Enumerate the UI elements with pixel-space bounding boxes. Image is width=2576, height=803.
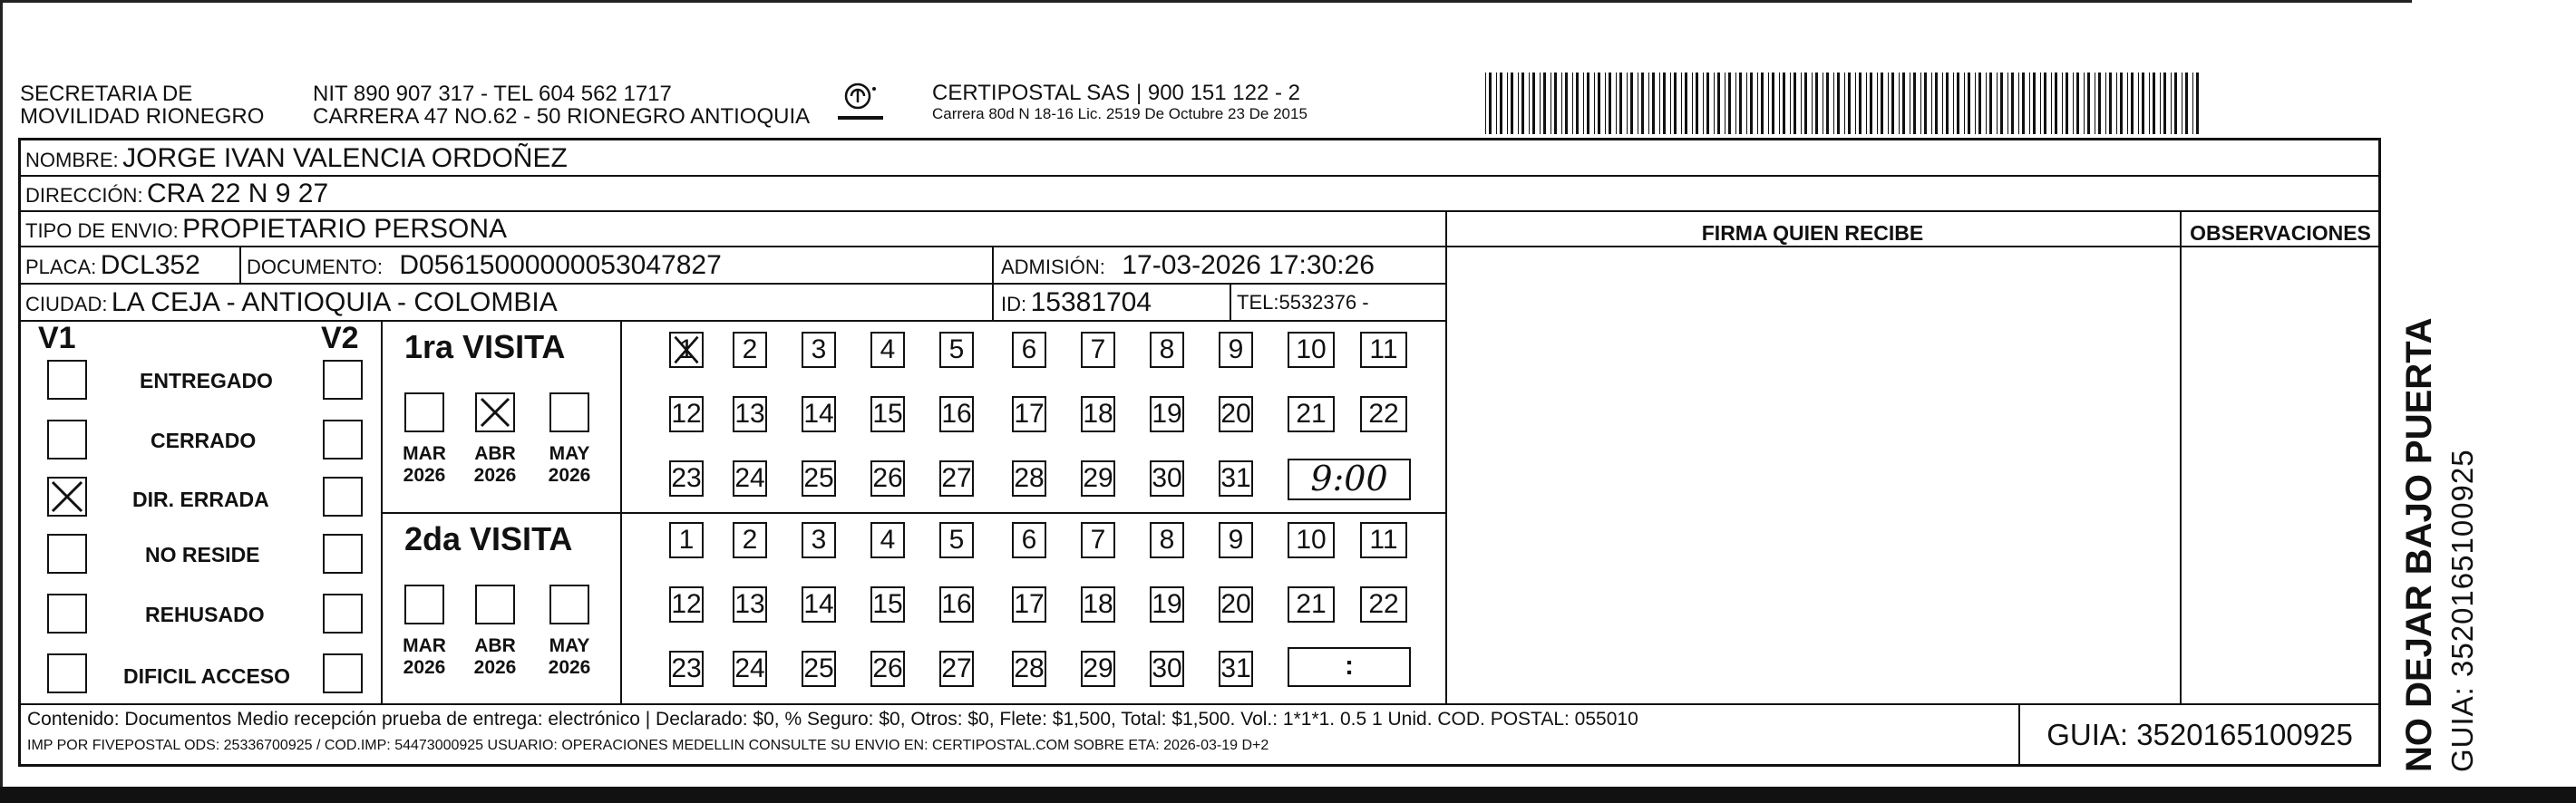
visita2-day-2-10[interactable]: 21 <box>1288 586 1335 623</box>
barcode-bar <box>1652 73 1655 134</box>
documento-field <box>247 250 722 285</box>
status-label-no-reside: NO RESIDE <box>145 543 260 566</box>
visita2-day-1-6[interactable]: 6 <box>1012 522 1046 558</box>
barcode-bar <box>1674 73 1677 134</box>
col-divider <box>620 320 622 703</box>
barcode-bar <box>2044 73 2046 134</box>
visita2-day-3-1[interactable]: 23 <box>669 651 704 687</box>
barcode-bar <box>1881 73 1883 134</box>
visita2-day-2-3[interactable]: 14 <box>802 586 836 623</box>
barcode-bar <box>1870 73 1872 134</box>
barcode-bar <box>1815 73 1818 134</box>
barcode-bar <box>1554 73 1557 134</box>
visita1-day-2-1[interactable]: 12 <box>669 396 704 432</box>
barcode-bar <box>1812 73 1813 134</box>
barcode-bar <box>1518 73 1519 134</box>
barcode-bar <box>1848 73 1851 134</box>
barcode-bar <box>2149 73 2150 134</box>
col-divider <box>381 320 383 703</box>
visita1-month-mar-checkbox[interactable] <box>404 392 444 432</box>
id-field <box>1001 287 1152 323</box>
visita1-day-2-3[interactable]: 14 <box>802 396 836 432</box>
visita1-month-abr-checkbox[interactable] <box>475 392 515 432</box>
visita2-day-2-4[interactable]: 15 <box>870 586 905 623</box>
footer-guia: GUIA: 3520165100925 <box>2046 718 2353 751</box>
barcode-bar <box>1572 73 1573 134</box>
barcode-bar <box>1496 73 1497 134</box>
barcode-bar <box>1783 73 1785 134</box>
x-mark-icon <box>477 394 513 431</box>
barcode-bar <box>1975 73 1976 134</box>
tipo-envio-field <box>25 214 507 249</box>
barcode-bar <box>1703 73 1704 134</box>
barcode-bar <box>1532 73 1535 134</box>
tipo-envio-value: PROPIETARIO PERSONA <box>182 214 508 244</box>
barcode-bar <box>1681 73 1682 134</box>
visita1-day-2-4[interactable]: 15 <box>870 396 905 432</box>
barcode-bar <box>1989 73 1992 134</box>
nombre-field <box>25 143 568 179</box>
nit-line: NIT 890 907 317 - TEL 604 562 1717 <box>313 82 672 106</box>
visita2-day-1-9[interactable]: 9 <box>1219 522 1253 558</box>
month-year: 2026 <box>473 465 517 486</box>
visita2-day-2-5[interactable]: 16 <box>939 586 974 623</box>
barcode-bar <box>2116 73 2117 134</box>
barcode-bar <box>1670 73 1671 134</box>
visita1-day-2-2[interactable]: 13 <box>733 396 767 432</box>
barcode-bar <box>2051 73 2052 134</box>
visita1-day-2-10[interactable]: 21 <box>1288 396 1335 432</box>
visita2-month-mar-label <box>397 635 452 679</box>
v2-dificil-acceso-checkbox[interactable] <box>323 653 363 693</box>
barcode-bar <box>1942 73 1943 134</box>
visita1-day-1-2[interactable]: 2 <box>733 332 767 368</box>
barcode-bar <box>2131 73 2134 134</box>
v2-dir-errada-checkbox[interactable] <box>323 477 363 517</box>
v1-header: V1 <box>38 321 76 355</box>
courier-address: Carrera 80d N 18-16 Lic. 2519 De Octubre 23 De 2015 <box>932 105 1307 122</box>
barcode-bar <box>1630 73 1633 134</box>
barcode-bar <box>2196 73 2199 134</box>
barcode-bar <box>1888 73 1889 134</box>
visita2-day-1-1[interactable]: 1 <box>669 522 704 558</box>
visita2-day-1-2[interactable]: 2 <box>733 522 767 558</box>
barcode-bar <box>1717 73 1720 134</box>
visita1-day-3-9[interactable]: 31 <box>1219 460 1253 497</box>
barcode-bar <box>1793 73 1796 134</box>
barcode-bar <box>1931 73 1932 134</box>
visita2-day-3-5[interactable]: 27 <box>939 651 974 687</box>
visita1-day-2-11[interactable]: 22 <box>1360 396 1407 432</box>
visita1-day-1-11[interactable]: 11 <box>1360 332 1407 368</box>
barcode-bar <box>2098 73 2101 134</box>
barcode-bar <box>1772 73 1774 134</box>
barcode-bar <box>1587 73 1589 134</box>
barcode-bar <box>1696 73 1698 134</box>
barcode-bar <box>1953 73 1954 134</box>
visita2-day-2-1[interactable]: 12 <box>669 586 704 623</box>
barcode-bar <box>1968 73 1970 134</box>
barcode-bar <box>1576 73 1579 134</box>
barcode-bar <box>1511 73 1513 134</box>
barcode-bar <box>2127 73 2128 134</box>
visita2-day-3-6[interactable]: 28 <box>1012 651 1046 687</box>
visita1-day-2-7[interactable]: 18 <box>1081 396 1115 432</box>
barcode-bar <box>2000 73 2003 134</box>
left-border <box>0 0 3 788</box>
barcode-bar <box>1997 73 1998 134</box>
side-warning: NO DEJAR BAJO PUERTA <box>2399 317 2439 772</box>
barcode-bar <box>1735 73 1736 134</box>
visita2-month-mar-checkbox[interactable] <box>404 585 444 624</box>
visita1-day-1-9[interactable]: 9 <box>1219 332 1253 368</box>
v2-entregado-checkbox[interactable] <box>323 360 363 400</box>
barcode-bar <box>1986 73 1987 134</box>
barcode-bar <box>1583 73 1584 134</box>
barcode-bar <box>2138 73 2139 134</box>
visita1-day-3-3[interactable]: 25 <box>802 460 836 497</box>
barcode-bar <box>2040 73 2041 134</box>
visit-divider <box>381 512 1445 514</box>
visita1-day-2-8[interactable]: 19 <box>1150 396 1184 432</box>
visita2-day-1-7[interactable]: 7 <box>1081 522 1115 558</box>
row-divider <box>18 210 2381 212</box>
tel-label: TEL: <box>1237 291 1279 314</box>
placa-label: PLACA: <box>25 256 97 278</box>
v1-cerrado-checkbox[interactable] <box>47 420 87 460</box>
visita1-day-1-5[interactable]: 5 <box>939 332 974 368</box>
visita1-day-3-5[interactable]: 27 <box>939 460 974 497</box>
visita1-time-box[interactable]: 9:00 <box>1288 459 1411 500</box>
barcode-bar <box>1757 73 1758 134</box>
barcode-bar <box>1924 73 1927 134</box>
barcode-bar <box>1946 73 1949 134</box>
org-block <box>20 82 264 128</box>
placa-value: DCL352 <box>100 250 200 280</box>
visita1-month-mar-label <box>397 443 452 487</box>
id-label: ID: <box>1001 293 1027 315</box>
visita1-day-1-1[interactable]: 1 <box>669 332 704 368</box>
visita1-day-1-8[interactable]: 8 <box>1150 332 1184 368</box>
direccion-value: CRA 22 N 9 27 <box>147 179 329 208</box>
barcode-bar <box>1844 73 1845 134</box>
barcode-bar <box>1750 73 1753 134</box>
visita1-title: 1ra VISITA <box>404 328 566 365</box>
barcode-bar <box>1833 73 1834 134</box>
month-year: 2026 <box>473 657 517 678</box>
barcode-bar <box>2022 73 2025 134</box>
barcode-bar <box>1714 73 1715 134</box>
visita1-month-may-label <box>542 443 597 487</box>
ciudad-value: LA CEJA - ANTIOQUIA - COLOMBIA <box>111 287 558 317</box>
barcode-bar <box>1739 73 1742 134</box>
visita1-day-2-6[interactable]: 17 <box>1012 396 1046 432</box>
barcode-bar <box>2018 73 2019 134</box>
visita2-day-2-7[interactable]: 18 <box>1081 586 1115 623</box>
bottom-border <box>0 787 2576 803</box>
barcode-bar <box>1964 73 1965 134</box>
address-line: CARRERA 47 NO.62 - 50 RIONEGRO ANTIOQUIA <box>313 104 811 129</box>
barcode-bar <box>1619 73 1622 134</box>
visita2-day-1-8[interactable]: 8 <box>1150 522 1184 558</box>
barcode-bar <box>1728 73 1731 134</box>
documento-label: DOCUMENTO: <box>247 256 383 278</box>
courier-block <box>932 82 1307 124</box>
admision-field <box>1001 250 1375 285</box>
status-label-rehusado: REHUSADO <box>145 603 265 626</box>
visita2-day-2-9[interactable]: 20 <box>1219 586 1253 623</box>
visita2-day-2-2[interactable]: 13 <box>733 586 767 623</box>
barcode-bar <box>2174 73 2177 134</box>
visita1-day-1-7[interactable]: 7 <box>1081 332 1115 368</box>
documento-value: D05615000000053047827 <box>399 250 722 280</box>
visita2-day-3-3[interactable]: 25 <box>802 651 836 687</box>
barcode-bar <box>2073 73 2074 134</box>
org-line1: SECRETARIA DE <box>20 82 193 106</box>
visita2-month-may-checkbox[interactable] <box>549 585 589 624</box>
courier-name: CERTIPOSTAL SAS | 900 151 122 - 2 <box>932 81 1300 105</box>
barcode-bar <box>2109 73 2112 134</box>
v2-no-reside-checkbox[interactable] <box>323 534 363 574</box>
month-year: 2026 <box>403 657 446 678</box>
col-divider <box>1230 283 1231 320</box>
ciudad-field <box>25 287 558 323</box>
barcode-bar <box>1659 73 1660 134</box>
admision-value: 17-03-2026 17:30:26 <box>1122 250 1375 280</box>
v1-entregado-checkbox[interactable] <box>47 360 87 400</box>
barcode-bar <box>2084 73 2085 134</box>
barcode-bar <box>1978 73 1981 134</box>
visita1-day-2-5[interactable]: 16 <box>939 396 974 432</box>
barcode-bar <box>2192 73 2193 134</box>
barcode-bar <box>2033 73 2036 134</box>
month-name: ABR <box>474 635 516 656</box>
v1-no-reside-checkbox[interactable] <box>47 534 87 574</box>
visita2-month-abr-label <box>468 635 522 679</box>
tel-value: 5532376 - <box>1278 291 1369 314</box>
visita1-day-3-2[interactable]: 24 <box>733 460 767 497</box>
footer-contenido: Contenido: Documentos Medio recepción prueba de entrega: electrónico | Declarado: $0, % Seguro: $0, Otros: $0, Flete: $1,500, Total: $1,500. Vol.: 1*1*1. 0.5 1 Unid. COD. POSTAL: 055010 <box>27 709 1638 730</box>
barcode-bar <box>1605 73 1606 134</box>
visita2-month-may-label <box>542 635 597 679</box>
barcode-bar <box>1855 73 1856 134</box>
barcode-bar <box>2055 73 2057 134</box>
v1-dificil-acceso-checkbox[interactable] <box>47 653 87 693</box>
barcode-bar <box>1529 73 1530 134</box>
barcode-bar <box>1902 73 1905 134</box>
barcode-bar <box>1692 73 1693 134</box>
barcode-bar <box>2062 73 2063 134</box>
barcode-bar <box>1790 73 1791 134</box>
barcode-bar <box>1594 73 1595 134</box>
visita1-day-1-4[interactable]: 4 <box>870 332 905 368</box>
visita1-day-3-8[interactable]: 30 <box>1150 460 1184 497</box>
visita1-month-may-checkbox[interactable] <box>549 392 589 432</box>
month-name: MAR <box>403 635 446 656</box>
barcode <box>1483 73 2204 134</box>
barcode-bar <box>1913 73 1916 134</box>
barcode-bar <box>2185 73 2188 134</box>
barcode-bar <box>2142 73 2144 134</box>
status-label-cerrado: CERRADO <box>151 429 257 452</box>
x-mark-icon <box>49 479 85 515</box>
visita1-day-1-3[interactable]: 3 <box>802 332 836 368</box>
side-guia: GUIA: 3520165100925 <box>2445 449 2479 772</box>
barcode-bar <box>1804 73 1807 134</box>
observaciones-area[interactable] <box>2182 247 2379 701</box>
barcode-bar <box>2076 73 2079 134</box>
barcode-bar <box>1685 73 1687 134</box>
visita2-day-2-6[interactable]: 17 <box>1012 586 1046 623</box>
barcode-bar <box>2160 73 2161 134</box>
barcode-bar <box>1550 73 1551 134</box>
visita1-day-1-6[interactable]: 6 <box>1012 332 1046 368</box>
barcode-bar <box>1641 73 1644 134</box>
nombre-label: NOMBRE: <box>25 149 119 171</box>
barcode-bar <box>2120 73 2123 134</box>
month-year: 2026 <box>403 465 446 486</box>
placa-field <box>25 250 200 285</box>
barcode-bar <box>1801 73 1802 134</box>
visita1-month-abr-label <box>468 443 522 487</box>
visita2-day-3-8[interactable]: 30 <box>1150 651 1184 687</box>
col-divider <box>239 246 241 283</box>
barcode-bar <box>1598 73 1600 134</box>
admision-label: ADMISIÓN: <box>1001 256 1105 278</box>
barcode-bar <box>2153 73 2155 134</box>
barcode-bar <box>1561 73 1562 134</box>
direccion-label: DIRECCIÓN: <box>25 184 143 207</box>
tipo-envio-label: TIPO DE ENVIO: <box>25 219 179 242</box>
barcode-bar <box>1489 73 1492 134</box>
month-name: ABR <box>474 443 516 464</box>
visita1-day-3-7[interactable]: 29 <box>1081 460 1115 497</box>
certipostal-logo-icon <box>836 78 885 125</box>
visita2-day-3-2[interactable]: 24 <box>733 651 767 687</box>
month-name: MAY <box>549 635 590 656</box>
visita2-day-3-4[interactable]: 26 <box>870 651 905 687</box>
barcode-bar <box>1779 73 1780 134</box>
direccion-field <box>25 179 328 214</box>
barcode-bar <box>1521 73 1524 134</box>
visita1-day-3-6[interactable]: 28 <box>1012 460 1046 497</box>
nit-block <box>313 82 810 128</box>
barcode-bar <box>1826 73 1829 134</box>
barcode-bar <box>1877 73 1878 134</box>
barcode-bar <box>1761 73 1764 134</box>
month-name: MAY <box>549 443 590 464</box>
barcode-bar <box>1540 73 1541 134</box>
firma-header: FIRMA QUIEN RECIBE <box>1701 221 1924 245</box>
barcode-bar <box>1899 73 1900 134</box>
v1-dir-errada-checkbox[interactable] <box>47 477 87 517</box>
barcode-bar <box>1616 73 1617 134</box>
footer-impresion: IMP POR FIVEPOSTAL ODS: 25336700925 / COD.IMP: 54473000925 USUARIO: OPERACIONES MEDELLIN CONSULTE SU ENVIO EN: CERTIPOSTAL.COM SOBRE ETA: 2026-03-19 D+2 <box>27 738 1269 753</box>
ciudad-label: CIUDAD: <box>25 293 108 315</box>
month-year: 2026 <box>548 657 591 678</box>
barcode-bar <box>1485 73 1486 134</box>
firma-area[interactable] <box>1447 247 2178 701</box>
visita2-day-1-4[interactable]: 4 <box>870 522 905 558</box>
visita2-day-1-3[interactable]: 3 <box>802 522 836 558</box>
col-divider <box>992 246 994 320</box>
status-label-dificil-acceso: DIFICIL ACCESO <box>123 664 291 688</box>
visita2-title: 2da VISITA <box>404 520 573 557</box>
barcode-bar <box>1859 73 1862 134</box>
barcode-bar <box>1957 73 1959 134</box>
barcode-bar <box>1609 73 1611 134</box>
barcode-bar <box>1565 73 1568 134</box>
barcode-bar <box>2105 73 2106 134</box>
barcode-bar <box>2087 73 2090 134</box>
barcode-bar <box>1768 73 1769 134</box>
visita2-day-1-5[interactable]: 5 <box>939 522 974 558</box>
visita1-day-3-1[interactable]: 23 <box>669 460 704 497</box>
v1-rehusado-checkbox[interactable] <box>47 594 87 634</box>
barcode-bar <box>1706 73 1709 134</box>
barcode-bar <box>1663 73 1666 134</box>
barcode-bar <box>1837 73 1840 134</box>
barcode-bar <box>2163 73 2166 134</box>
barcode-bar <box>1627 73 1628 134</box>
v2-rehusado-checkbox[interactable] <box>323 594 363 634</box>
status-label-dir-errada: DIR. ERRADA <box>132 488 269 511</box>
x-mark-icon <box>671 334 702 366</box>
barcode-bar <box>1746 73 1747 134</box>
visita2-day-3-9[interactable]: 31 <box>1219 651 1253 687</box>
observaciones-header: OBSERVACIONES <box>2190 221 2371 245</box>
visita2-day-1-11[interactable]: 11 <box>1360 522 1407 558</box>
barcode-bar <box>1648 73 1649 134</box>
barcode-bar <box>2007 73 2008 134</box>
barcode-bar <box>1866 73 1867 134</box>
barcode-bar <box>2171 73 2172 134</box>
id-value: 15381704 <box>1030 287 1152 317</box>
tel-field <box>1237 287 1369 321</box>
top-border <box>0 0 2412 3</box>
barcode-bar <box>1543 73 1546 134</box>
visita1-day-1-10[interactable]: 10 <box>1288 332 1335 368</box>
visita2-day-2-11[interactable]: 22 <box>1360 586 1407 623</box>
month-name: MAR <box>403 443 446 464</box>
barcode-bar <box>1920 73 1921 134</box>
visita2-time-box[interactable]: : <box>1288 647 1411 687</box>
visita1-day-3-4[interactable]: 26 <box>870 460 905 497</box>
barcode-bar <box>2066 73 2068 134</box>
barcode-bar <box>1935 73 1938 134</box>
barcode-bar <box>1500 73 1502 134</box>
org-line2: MOVILIDAD RIONEGRO <box>20 104 265 129</box>
visita2-month-abr-checkbox[interactable] <box>475 585 515 624</box>
nombre-value: JORGE IVAN VALENCIA ORDOÑEZ <box>122 143 568 173</box>
barcode-bar <box>1507 73 1508 134</box>
visita2-day-3-7[interactable]: 29 <box>1081 651 1115 687</box>
v2-cerrado-checkbox[interactable] <box>323 420 363 460</box>
visita1-day-2-9[interactable]: 20 <box>1219 396 1253 432</box>
barcode-bar <box>2029 73 2030 134</box>
v2-header: V2 <box>321 321 359 355</box>
month-year: 2026 <box>548 465 591 486</box>
visita2-day-2-8[interactable]: 19 <box>1150 586 1184 623</box>
barcode-bar <box>2011 73 2014 134</box>
barcode-bar <box>1891 73 1894 134</box>
status-label-entregado: ENTREGADO <box>140 369 273 392</box>
visita2-day-1-10[interactable]: 10 <box>1288 522 1335 558</box>
